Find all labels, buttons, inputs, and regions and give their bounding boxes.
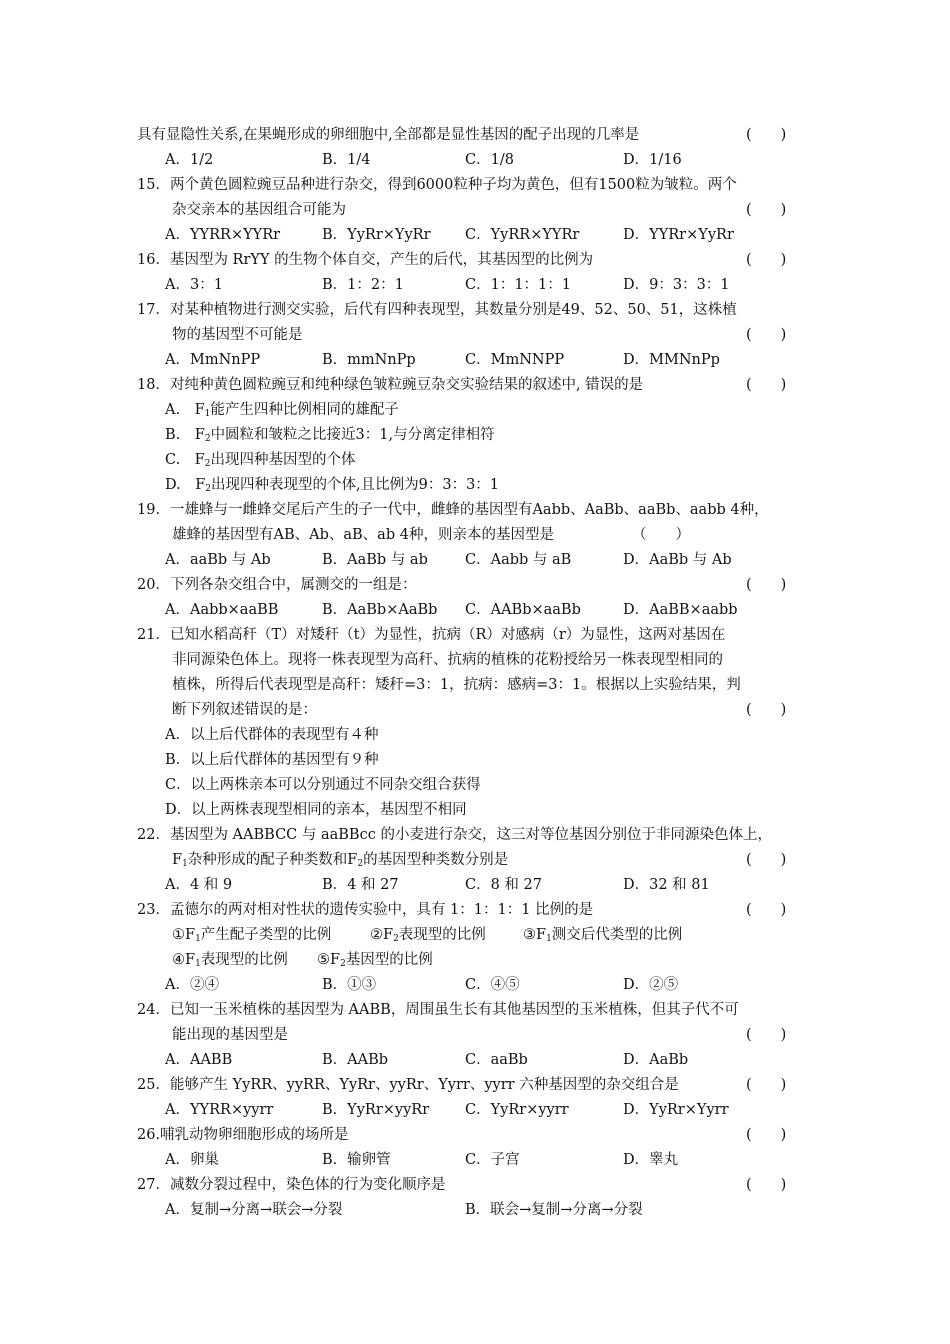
item-3: $③F_1$测交后代类型的比例 [523, 927, 683, 944]
answer-bracket[interactable]: ( ) [746, 702, 787, 718]
option-c[interactable]: C．aaBb [465, 1052, 528, 1068]
option-a[interactable]: A．复制→分离→联会→分裂 [165, 1202, 343, 1218]
answer-bracket[interactable]: ( ) [746, 202, 787, 218]
option-a-text: A. $F_1$能产生四种比例相同的雄配子 [165, 402, 399, 419]
option-b[interactable]: B．输卵管 [322, 1152, 391, 1168]
option-d[interactable]: D．YYRr×YyRr [623, 227, 734, 243]
question-26-text: 26.哺乳动物卵细胞形成的场所是 [137, 1127, 349, 1143]
answer-bracket[interactable]: ( ) [746, 852, 787, 868]
question-17-text-cont: 物的基因型不可能是 [172, 327, 303, 343]
option-a[interactable]: A．YYRR×yyrr [165, 1102, 274, 1118]
question-20-text: 20．下列各杂交组合中，属测交的一组是： [137, 577, 417, 593]
question-25-text: 25．能够产生 YyRR、yyRR、YyRr、yyRr、Yyrr、yyrr 六种基因型的杂交组合是 [137, 1077, 679, 1093]
option-c[interactable]: C．YyRR×YYRr [465, 227, 580, 243]
answer-bracket[interactable]: ( ) [746, 127, 787, 143]
option-b[interactable]: B．4 和 27 [322, 877, 399, 893]
option-d[interactable]: D．睾丸 [623, 1152, 679, 1168]
option-a[interactable]: A．YYRR×YYRr [165, 227, 281, 243]
question-15-text: 15．两个黄色圆粒豌豆品种进行杂交，得到6000粒种子均为黄色，但有1500粒为皱粒。两个 [137, 177, 737, 193]
question-18-text: 18．对纯种黄色圆粒豌豆和纯种绿色皱粒豌豆杂交实验结果的叙述中, 错误的是 [137, 377, 644, 393]
option-c[interactable]: C．MmNNPP [465, 352, 565, 368]
option-b-text: B. $F_2$中圆粒和皱粒之比接近3：1,与分离定律相符 [165, 427, 495, 444]
option-c[interactable]: C．YyRr×yyrr [465, 1102, 569, 1118]
question-15-text-cont: 杂交亲本的基因组合可能为 [172, 202, 346, 218]
option-d[interactable]: D．②⑤ [623, 977, 679, 993]
item-4: $④F_1$表现型的比例 [172, 952, 288, 969]
question-22-text-cont: $F_1$杂种形成的配子种类数和$F_2$的基因型种类数分别是 [172, 852, 509, 869]
answer-bracket[interactable]: ( ) [746, 252, 787, 268]
option-c[interactable]: C．AABb×aaBb [465, 602, 581, 618]
answer-bracket[interactable]: ( ) [746, 902, 787, 918]
question-27-text: 27．减数分裂过程中，染色体的行为变化顺序是 [137, 1177, 446, 1193]
option-a[interactable]: A．aaBb 与 Ab [165, 552, 271, 568]
question-23-text: 23．孟德尔的两对相对性状的遗传实验中，具有 1：1：1：1 比例的是 [137, 902, 594, 918]
option-d[interactable]: D．MMNnPp [623, 352, 720, 368]
question-24-text-cont: 能出现的基因型是 [172, 1027, 288, 1043]
question-24-text: 24．已知一玉米植株的基因型为 AABB，周围虽生长有其他基因型的玉米植株，但其子代不可 [137, 1002, 739, 1018]
option-a[interactable]: A．MmNnPP [165, 352, 261, 368]
answer-bracket[interactable]: ( ) [746, 377, 787, 393]
option-b[interactable]: B．AaBb 与 ab [322, 552, 428, 568]
question-19-text-cont: 雄蜂的基因型有AB、Ab、aB、ab 4种，则亲本的基因型是 [172, 527, 554, 543]
question-14-text: 具有显隐性关系,在果蝇形成的卵细胞中,全部都是显性基因的配子出现的几率是 [137, 127, 640, 143]
question-21-text-cont: 植株，所得后代表现型是高秆：矮秆=3：1，抗病：感病=3：1。根据以上实验结果，判 [172, 677, 741, 693]
question-22-text: 22．基因型为 AABBCC 与 aaBBcc 的小麦进行杂交，这三对等位基因分别位于非同源染色体上， [137, 827, 772, 843]
option-c[interactable]: C．子宫 [465, 1152, 520, 1168]
answer-bracket[interactable]: ( ) [746, 577, 787, 593]
item-2: $②F_2$表现型的比例 [370, 927, 486, 944]
option-b[interactable]: B．YyRr×YyRr [322, 227, 431, 243]
option-b-text: B．以上后代群体的基因型有９种 [165, 752, 379, 768]
option-d-text: D．以上两株表现型相同的亲本，基因型不相同 [165, 802, 467, 818]
option-b[interactable]: B．1/4 [322, 152, 371, 168]
item-5: $⑤F_2$基因型的比例 [317, 952, 433, 969]
option-d[interactable]: D．AaBb 与 Ab [623, 552, 732, 568]
option-b[interactable]: B．①③ [322, 977, 377, 993]
option-b[interactable]: B．mmNnPp [322, 352, 416, 368]
option-c[interactable]: C．8 和 27 [465, 877, 542, 893]
item-1: $①F_1$产生配子类型的比例 [172, 927, 332, 944]
option-a[interactable]: A．卵巢 [165, 1152, 219, 1168]
option-a[interactable]: A．3：1 [165, 277, 223, 293]
answer-bracket[interactable]: ( ) [746, 1077, 787, 1093]
option-a[interactable]: A．AABB [165, 1052, 233, 1068]
option-a[interactable]: A．②④ [165, 977, 219, 993]
question-21-text-cont: 断下列叙述错误的是： [172, 702, 317, 718]
answer-bracket[interactable]: ( ) [746, 327, 787, 343]
option-b[interactable]: B．AABb [322, 1052, 389, 1068]
answer-bracket[interactable]: ( ) [746, 1127, 787, 1143]
question-19-text: 19．一雄蜂与一雌蜂交尾后产生的子一代中，雌蜂的基因型有Aabb、AaBb、aaBb、aabb 4种， [137, 502, 769, 518]
option-d[interactable]: D．9：3：3：1 [623, 277, 730, 293]
answer-bracket[interactable]: （ ） [632, 527, 690, 543]
option-a[interactable]: A．1/2 [165, 152, 214, 168]
question-21-text-cont: 非同源染色体上。现将一株表现型为高秆、抗病的植株的花粉授给另一株表现型相同的 [172, 652, 723, 668]
answer-bracket[interactable]: ( ) [746, 1027, 787, 1043]
option-a[interactable]: A．Aabb×aaBB [165, 602, 279, 618]
option-c[interactable]: C．1：1：1：1 [465, 277, 571, 293]
option-d[interactable]: D．AaBb [623, 1052, 689, 1068]
option-d[interactable]: D．32 和 81 [623, 877, 710, 893]
option-a-text: A．以上后代群体的表现型有４种 [165, 727, 379, 743]
option-d[interactable]: D．YyRr×Yyrr [623, 1102, 729, 1118]
option-c[interactable]: C．1/8 [465, 152, 514, 168]
option-b[interactable]: B．YyRr×yyRr [322, 1102, 430, 1118]
option-d-text: D. $F_2$出现四种表现型的个体,且比例为9：3：3：1 [165, 477, 500, 494]
option-b[interactable]: B．联会→复制→分离→分裂 [465, 1202, 643, 1218]
question-21-text: 21．已知水稻高秆（T）对矮秆（t）为显性，抗病（R）对感病（r）为显性，这两对基因在 [137, 627, 726, 643]
option-b[interactable]: B．1：2：1 [322, 277, 404, 293]
question-17-text: 17．对某种植物进行测交实验，后代有四种表现型，其数量分别是49、52、50、51，这株植 [137, 302, 737, 318]
question-16-text: 16．基因型为 RrYY 的生物个体自交，产生的后代，其基因型的比例为 [137, 252, 594, 268]
option-d[interactable]: D．1/16 [623, 152, 682, 168]
option-c[interactable]: C．④⑤ [465, 977, 520, 993]
option-b[interactable]: B．AaBb×AaBb [322, 602, 438, 618]
option-d[interactable]: D．AaBB×aabb [623, 602, 738, 618]
option-a[interactable]: A．4 和 9 [165, 877, 233, 893]
option-c-text: C．以上两株亲本可以分别通过不同杂交组合获得 [165, 777, 481, 793]
option-c-text: C. $F_2$出现四种基因型的个体 [165, 452, 356, 469]
answer-bracket[interactable]: ( ) [746, 1177, 787, 1193]
option-c[interactable]: C．Aabb 与 aB [465, 552, 572, 568]
